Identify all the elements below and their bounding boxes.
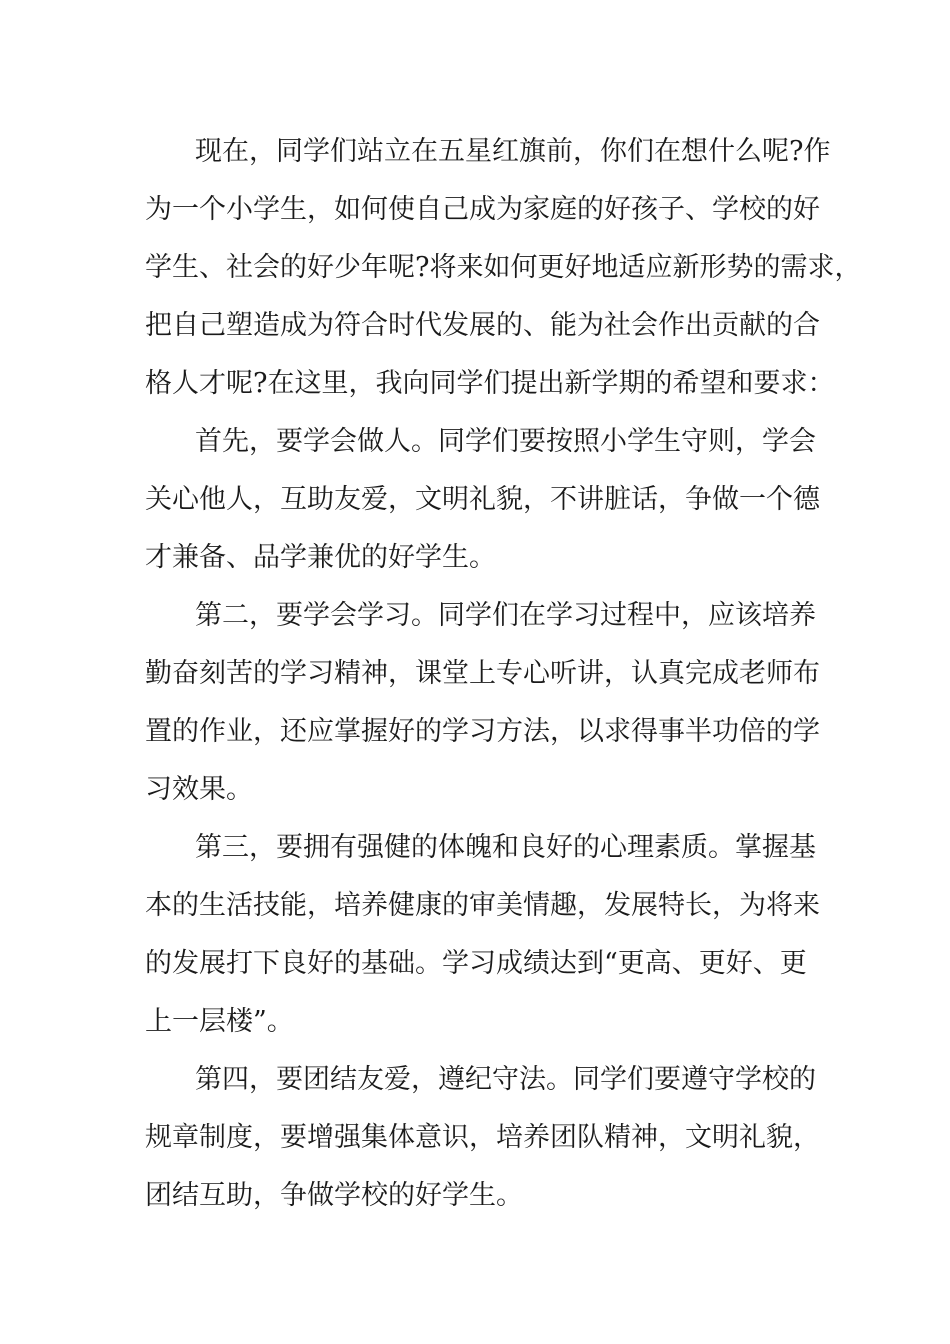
paragraph-2-line-1: 首先，要学会做人。同学们要按照小学生守则，学会 <box>195 426 816 457</box>
paragraph-4-line-3: 的发展打下良好的基础。学习成绩达到“更高、更好、更 <box>145 948 807 979</box>
paragraph-1-line-1: 现在，同学们站立在五星红旗前，你们在想什么呢?作 <box>195 136 831 167</box>
paragraph-3-line-4: 习效果。 <box>145 774 253 805</box>
paragraph-3-line-1: 第二，要学会学习。同学们在学习过程中，应该培养 <box>195 600 816 631</box>
paragraph-5-line-1: 第四，要团结友爱，遵纪守法。同学们要遵守学校的 <box>195 1064 816 1095</box>
paragraph-5-line-2: 规章制度，要增强集体意识，培养团队精神，文明礼貌， <box>145 1122 820 1153</box>
paragraph-2-line-2: 关心他人，互助友爱，文明礼貌，不讲脏话，争做一个德 <box>145 484 820 515</box>
paragraph-1-line-3: 学生、社会的好少年呢?将来如何更好地适应新形势的需求， <box>145 252 862 283</box>
paragraph-5-line-3: 团结互助，争做学校的好学生。 <box>145 1180 523 1211</box>
paragraph-1-line-2: 为一个小学生，如何使自己成为家庭的好孩子、学校的好 <box>145 194 820 225</box>
paragraph-4-line-1: 第三，要拥有强健的体魄和良好的心理素质。掌握基 <box>195 832 816 863</box>
paragraph-4-line-2: 本的生活技能，培养健康的审美情趣，发展特长，为将来 <box>145 890 820 921</box>
paragraph-1-line-5: 格人才呢?在这里，我向同学们提出新学期的希望和要求： <box>145 368 835 399</box>
paragraph-2-line-3: 才兼备、品学兼优的好学生。 <box>145 542 496 573</box>
paragraph-4-line-4: 上一层楼”。 <box>145 1006 294 1037</box>
paragraph-3-line-2: 勤奋刻苦的学习精神，课堂上专心听讲，认真完成老师布 <box>145 658 820 689</box>
paragraph-3-line-3: 置的作业，还应掌握好的学习方法，以求得事半功倍的学 <box>145 716 820 747</box>
paragraph-1-line-4: 把自己塑造成为符合时代发展的、能为社会作出贡献的合 <box>145 310 820 341</box>
